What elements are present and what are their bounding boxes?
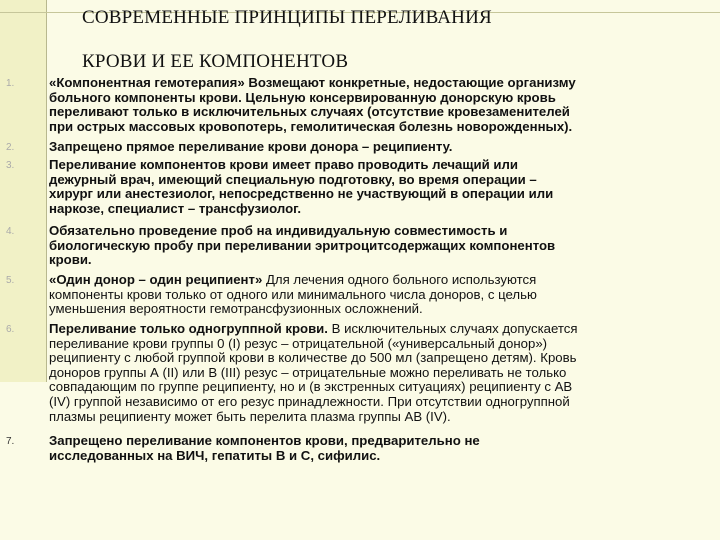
list-number: 5. xyxy=(6,275,15,286)
list-number: 2. xyxy=(6,142,15,153)
slide-title-line-2: КРОВИ И ЕЕ КОМПОНЕНТОВ xyxy=(82,51,349,72)
left-divider xyxy=(46,0,47,382)
list-number: 6. xyxy=(6,324,15,335)
list-number: 4. xyxy=(6,226,15,237)
list-number: 1. xyxy=(6,78,15,89)
list-number: 3. xyxy=(6,160,15,171)
list-item-text: «Компонентная гемотерапия» Возмещают конкретные, недостающие организму больного компоненты крови. Цельную консервированную донорскую кровь переливают только в исключительных случаях (отсутствие кровезаменителей при острых массовых кровопотерь, гемолитическая болезнь новорожденных). xyxy=(49,75,576,134)
list-item-text: Обязательно проведение проб на индивидуальную совместимость и биологическую пробу при переливании эритроцитсодержащих компонентов крови. xyxy=(49,223,556,268)
list-item-text: Переливание только одногруппной крови. В исключительных случаях допускается переливание крови группы 0 (I) резус – отрицательной («универсальный донор») реципиенту с любой группой крови в количестве до 500 мл (запрещено детям). Кровь доноров группы А (II) или В (III) резус – отрицательные можно переливать не только совпадающим по группе реципиенту, но и (в экстренных ситуациях) реципиенту с АВ (IV) группой независимо от его резус принадлежности. При отсутствии одногруппной плазмы реципиенту может быть перелита плазма группы АВ (IV). xyxy=(49,321,578,424)
slide-title-line-1: СОВРЕМЕННЫЕ ПРИНЦИПЫ ПЕРЕЛИВАНИЯ xyxy=(82,7,492,28)
list-number: 7. xyxy=(6,436,15,447)
list-item-text: Запрещено прямое переливание крови донора – реципиенту. xyxy=(49,139,453,154)
list-item-lead: Переливание только одногруппной крови. xyxy=(49,321,328,336)
list-item-text: Переливание компонентов крови имеет право проводить лечащий или дежурный врач, имеющий специальную подготовку, во время операции – хирург или анестезиолог, непосредственно не участвующий в операции или наркозе, специалист – трансфузиолог. xyxy=(49,157,554,216)
list-item-lead: «Один донор – один реципиент» xyxy=(49,272,263,287)
list-item-text: Запрещено переливание компонентов крови, предварительно не исследованных на ВИЧ, гепатиты В и С, сифилис. xyxy=(49,433,480,463)
list-item-text: «Один донор – один реципиент» Для лечения одного больного используются компоненты крови только от одного или минимального числа доноров, с целью уменьшения вероятности гемотрансфузионных осложнений. xyxy=(49,272,537,317)
